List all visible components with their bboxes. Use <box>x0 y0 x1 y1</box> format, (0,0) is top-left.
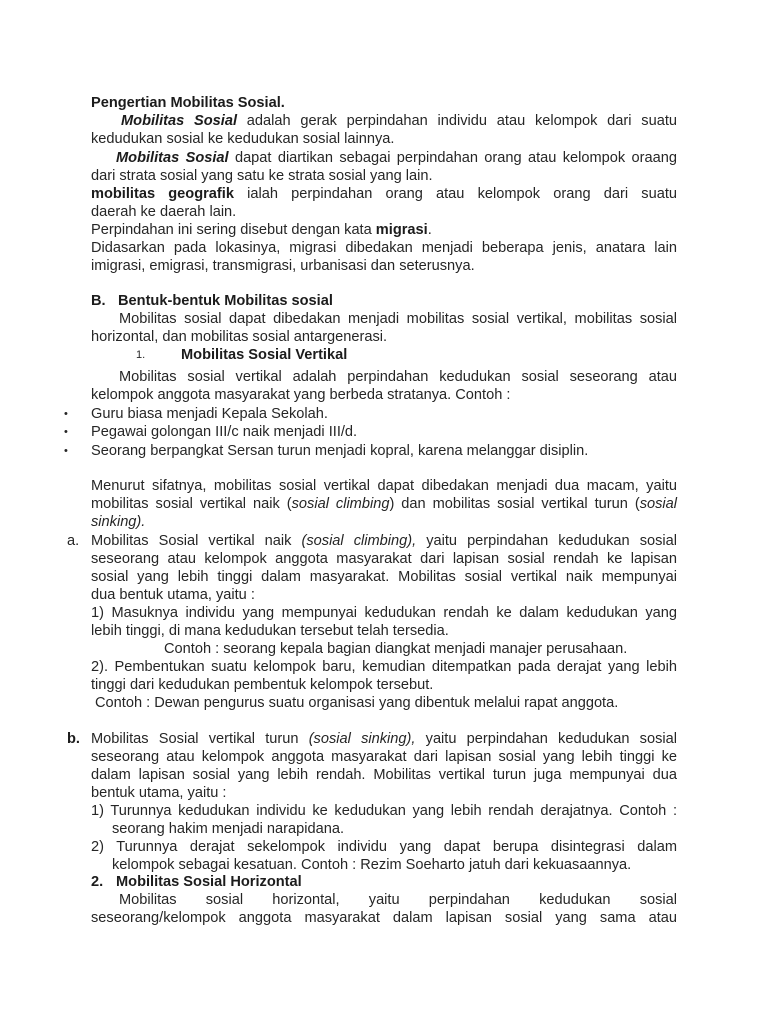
sub-2-line-2: seseorang/kelompok anggota masyarakat dalam lapisan sosial yang sama atau <box>91 910 677 926</box>
paragraph-1-line-1: Mobilitas Sosial adalah gerak perpindahan individu atau kelompok dari suatu <box>121 113 677 129</box>
paragraph-3-line-2: daerah ke daerah lain. <box>91 204 237 220</box>
item-b-line-6: seorang hakim menjadi narapidana. <box>112 821 345 837</box>
bullet-item-2: Pegawai golongan III/c naik menjadi III/d. <box>91 424 358 440</box>
paragraph-1-line-2: kedudukan sosial ke kedudukan sosial lainnya. <box>91 131 395 147</box>
item-b-line-4: bentuk utama, yaitu : <box>91 785 227 801</box>
sifat-line-2: mobilitas sosial vertikal naik (sosial climbing) dan mobilitas sosial vertikal turun (sosial <box>91 496 677 512</box>
bullet-item-3: Seorang berpangkat Sersan turun menjadi kopral, karena melanggar disiplin. <box>91 443 589 459</box>
item-b-line-7: 2) Turunnya derajat sekelompok individu yang dapat berupa disintegrasi dalam <box>91 839 677 855</box>
item-b-line-1: Mobilitas Sosial vertikal turun (sosial sinking), yaitu perpindahan kedudukan sosial <box>91 731 677 747</box>
item-a-line-10: Contoh : Dewan pengurus suatu organisasi yang dibentuk melalui rapat anggota. <box>95 695 619 711</box>
sub-2-number: 2. <box>91 874 104 890</box>
paragraph-5-line-1: Didasarkan pada lokasinya, migrasi dibedakan menjadi beberapa jenis, anatara lain <box>91 240 677 256</box>
paragraph-2-line-2: dari strata sosial yang satu ke strata sosial yang lain. <box>91 168 433 184</box>
section-b-line-2: horizontal, dan mobilitas sosial antargenerasi. <box>91 329 388 345</box>
paragraph-3-line-1: mobilitas geografik ialah perpindahan orang atau kelompok orang dari suatu <box>91 186 677 202</box>
bullet-marker: • <box>64 426 68 438</box>
sub-1-line-2: kelompok anggota masyarakat yang berbeda stratanya. Contoh : <box>91 387 511 403</box>
item-a-line-6: lebih tinggi, di mana kedudukan tersebut telah tersedia. <box>91 623 449 639</box>
item-b-line-2: seseorang atau kelompok anggota masyarakat dari lapisan sosial yang lebih tinggi ke <box>91 749 677 765</box>
section-b-marker: B. <box>91 293 106 309</box>
item-a-line-7: Contoh : seorang kepala bagian diangkat menjadi manajer perusahaan. <box>164 641 628 657</box>
sub-2-line-1: Mobilitas sosial horizontal, yaitu perpindahan kedudukan sosial <box>119 892 677 908</box>
bullet-item-1: Guru biasa menjadi Kepala Sekolah. <box>91 406 328 422</box>
bullet-marker: • <box>64 408 68 420</box>
sub-2-title: Mobilitas Sosial Horizontal <box>116 874 302 890</box>
paragraph-2-line-1: Mobilitas Sosial dapat diartikan sebagai perpindahan orang atau kelompok oraang <box>116 150 677 166</box>
sifat-line-3: sinking). <box>91 514 146 530</box>
page-heading: Pengertian Mobilitas Sosial. <box>91 95 285 111</box>
paragraph-5-line-2: imigrasi, emigrasi, transmigrasi, urbanisasi dan seterusnya. <box>91 258 475 274</box>
item-b-line-3: dalam lapisan sosial yang lebih rendah. Mobilitas vertikal turun juga mempunyai dua <box>91 767 677 783</box>
item-b-marker: b. <box>67 731 80 747</box>
item-a-line-2: seseorang atau kelompok anggota masyarakat dari lapisan sosial rendah ke lapisan <box>91 551 677 567</box>
item-b-line-5: 1) Turunnya kedudukan individu ke kedudukan yang lebih rendah derajatnya. Contoh : <box>91 803 677 819</box>
sifat-line-1: Menurut sifatnya, mobilitas sosial vertikal dapat dibedakan menjadi dua macam, yaitu <box>91 478 677 494</box>
sub-1-line-1: Mobilitas sosial vertikal adalah perpindahan kedudukan sosial seseorang atau <box>119 369 677 385</box>
item-a-line-9: tinggi dari kedudukan pembentuk kelompok tersebut. <box>91 677 434 693</box>
sub-1-number: 1. <box>136 349 146 361</box>
section-b-line-1: Mobilitas sosial dapat dibedakan menjadi mobilitas sosial vertikal, mobilitas sosial <box>119 311 677 327</box>
item-a-line-8: 2). Pembentukan suatu kelompok baru, kemudian ditempatkan pada derajat yang lebih <box>91 659 677 675</box>
item-a-line-4: dua bentuk utama, yaitu : <box>91 587 255 603</box>
bullet-marker: • <box>64 445 68 457</box>
item-a-line-1: Mobilitas Sosial vertikal naik (sosial climbing), yaitu perpindahan kedudukan sosial <box>91 533 678 549</box>
paragraph-4: Perpindahan ini sering disebut dengan kata migrasi. <box>91 222 432 238</box>
item-a-line-5: 1) Masuknya individu yang mempunyai kedudukan rendah ke dalam kedudukan yang <box>91 605 677 621</box>
item-a-marker: a. <box>67 533 80 549</box>
item-b-line-8: kelompok sebagai kesatuan. Contoh : Rezim Soeharto jatuh dari kekuasaannya. <box>112 857 632 873</box>
section-b-title: Bentuk-bentuk Mobilitas sosial <box>118 293 333 309</box>
sub-1-title: Mobilitas Sosial Vertikal <box>181 347 348 363</box>
item-a-line-3: sosial yang lebih tinggi dalam masyarakat. Mobilitas sosial vertikal naik mempunyai <box>91 569 677 585</box>
